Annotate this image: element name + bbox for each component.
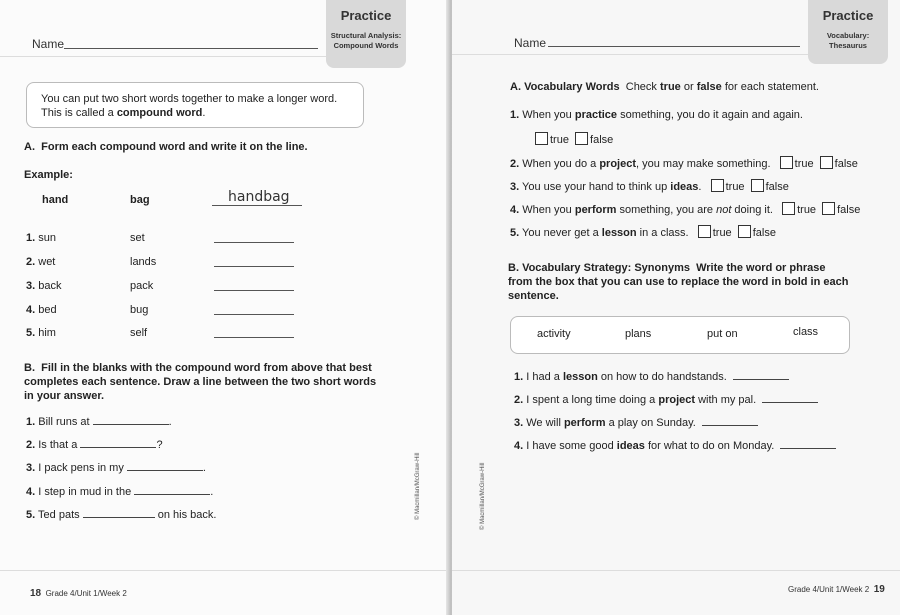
name-label: Name [32, 37, 65, 51]
blank-line[interactable] [80, 447, 156, 448]
item-row: 5. him [26, 327, 56, 339]
word-box-item: plans [625, 328, 652, 340]
item-word-2: pack [130, 280, 154, 292]
right-page [452, 0, 900, 615]
blank-line[interactable] [83, 517, 155, 518]
example-label: Example: [24, 169, 73, 181]
true-checkbox[interactable] [535, 132, 548, 145]
word-box-item: class [793, 326, 819, 338]
item-word-2: self [130, 327, 148, 339]
item-word-2: bug [130, 304, 149, 316]
section-a-header: A. Form each compound word and write it on the line. [24, 141, 308, 153]
tab-title: Practice [822, 8, 874, 23]
footer: Grade 4/Unit 1/Week 2 19 [788, 584, 885, 595]
item-row: 1. sun [26, 232, 56, 244]
answer-line[interactable] [214, 242, 294, 243]
sentence-row: 2. I spent a long time doing a project with my pal. [514, 394, 818, 406]
sentence-row: 3. I pack pens in my . [26, 462, 206, 474]
word-box-item: put on [707, 328, 738, 340]
example-answer: handbag [228, 189, 290, 205]
item-row: 4. bed [26, 304, 57, 316]
footer: 18 Grade 4/Unit 1/Week 2 [30, 588, 127, 599]
blank-line[interactable] [733, 379, 789, 380]
false-checkbox[interactable] [575, 132, 588, 145]
statement-row: 1. When you practice something, you do it again and again. [510, 109, 803, 121]
section-a-header: A. Vocabulary Words Check true or false for each statement. [510, 81, 819, 93]
section-b-header: B. Vocabulary Strategy: Synonyms Write the word or phrase from the box that you can use to replace the word in bold in each sentence. [508, 262, 849, 302]
false-checkbox[interactable] [738, 225, 751, 238]
statement-row: 3. You use your hand to think up ideas. true false [510, 181, 789, 193]
answer-line[interactable] [214, 290, 294, 291]
answer-line[interactable] [214, 314, 294, 315]
sentence-row: 4. I step in mud in the . [26, 486, 214, 498]
true-false-choices: true false [532, 132, 613, 146]
true-checkbox[interactable] [782, 202, 795, 215]
intro-line-1: You can put two short words together to make a longer word. [41, 93, 338, 105]
sentence-row: 1. Bill runs at . [26, 416, 172, 428]
name-line[interactable] [548, 46, 800, 47]
false-checkbox[interactable] [822, 202, 835, 215]
example-word-1: hand [42, 194, 69, 206]
example-word-2: bag [130, 194, 150, 206]
answer-line[interactable] [214, 337, 294, 338]
sentence-row: 5. Ted pats on his back. [26, 509, 217, 521]
sentence-row: 4. I have some good ideas for what to do on Monday. [514, 440, 836, 452]
true-checkbox[interactable] [698, 225, 711, 238]
blank-line[interactable] [780, 448, 836, 449]
example-line [212, 205, 302, 206]
blank-line[interactable] [93, 424, 169, 425]
copyright: © Macmillan/McGraw-Hill [480, 462, 486, 530]
true-checkbox[interactable] [780, 156, 793, 169]
practice-tab [326, 0, 406, 68]
false-checkbox[interactable] [820, 156, 833, 169]
statement-row: 4. When you perform something, you are not doing it. true false [510, 204, 861, 216]
item-word-2: set [130, 232, 145, 244]
blank-line[interactable] [702, 425, 758, 426]
tab-title: Practice [340, 8, 392, 23]
sentence-row: 3. We will perform a play on Sunday. [514, 417, 758, 429]
answer-line[interactable] [214, 266, 294, 267]
word-box [510, 316, 850, 354]
section-b-header: B. Fill in the blanks with the compound word from above that best completes each sentence. Draw a line between the two short words in your answer. [24, 362, 377, 402]
sentence-row: 2. Is that a ? [26, 439, 163, 451]
blank-line[interactable] [127, 470, 203, 471]
practice-tab [808, 0, 888, 64]
name-line[interactable] [64, 48, 318, 49]
tab-subtitle: Structural Analysis: Compound Words [330, 31, 402, 50]
item-word-2: lands [130, 256, 157, 268]
false-checkbox[interactable] [751, 179, 764, 192]
name-label: Name [514, 36, 547, 50]
blank-line[interactable] [134, 494, 210, 495]
copyright: © Macmillan/McGraw-Hill [415, 452, 421, 520]
item-row: 3. back [26, 280, 62, 292]
intro-box [26, 82, 364, 128]
true-checkbox[interactable] [711, 179, 724, 192]
word-box-item: activity [537, 328, 571, 340]
statement-row: 2. When you do a project, you may make something. true false [510, 158, 858, 170]
tab-subtitle: Vocabulary: Thesaurus [826, 31, 870, 50]
blank-line[interactable] [762, 402, 818, 403]
sentence-row: 1. I had a lesson on how to do handstands. [514, 371, 789, 383]
item-row: 2. wet [26, 256, 56, 268]
statement-row: 5. You never get a lesson in a class. true false [510, 227, 776, 239]
intro-line-2: This is called a compound word. [41, 107, 206, 119]
